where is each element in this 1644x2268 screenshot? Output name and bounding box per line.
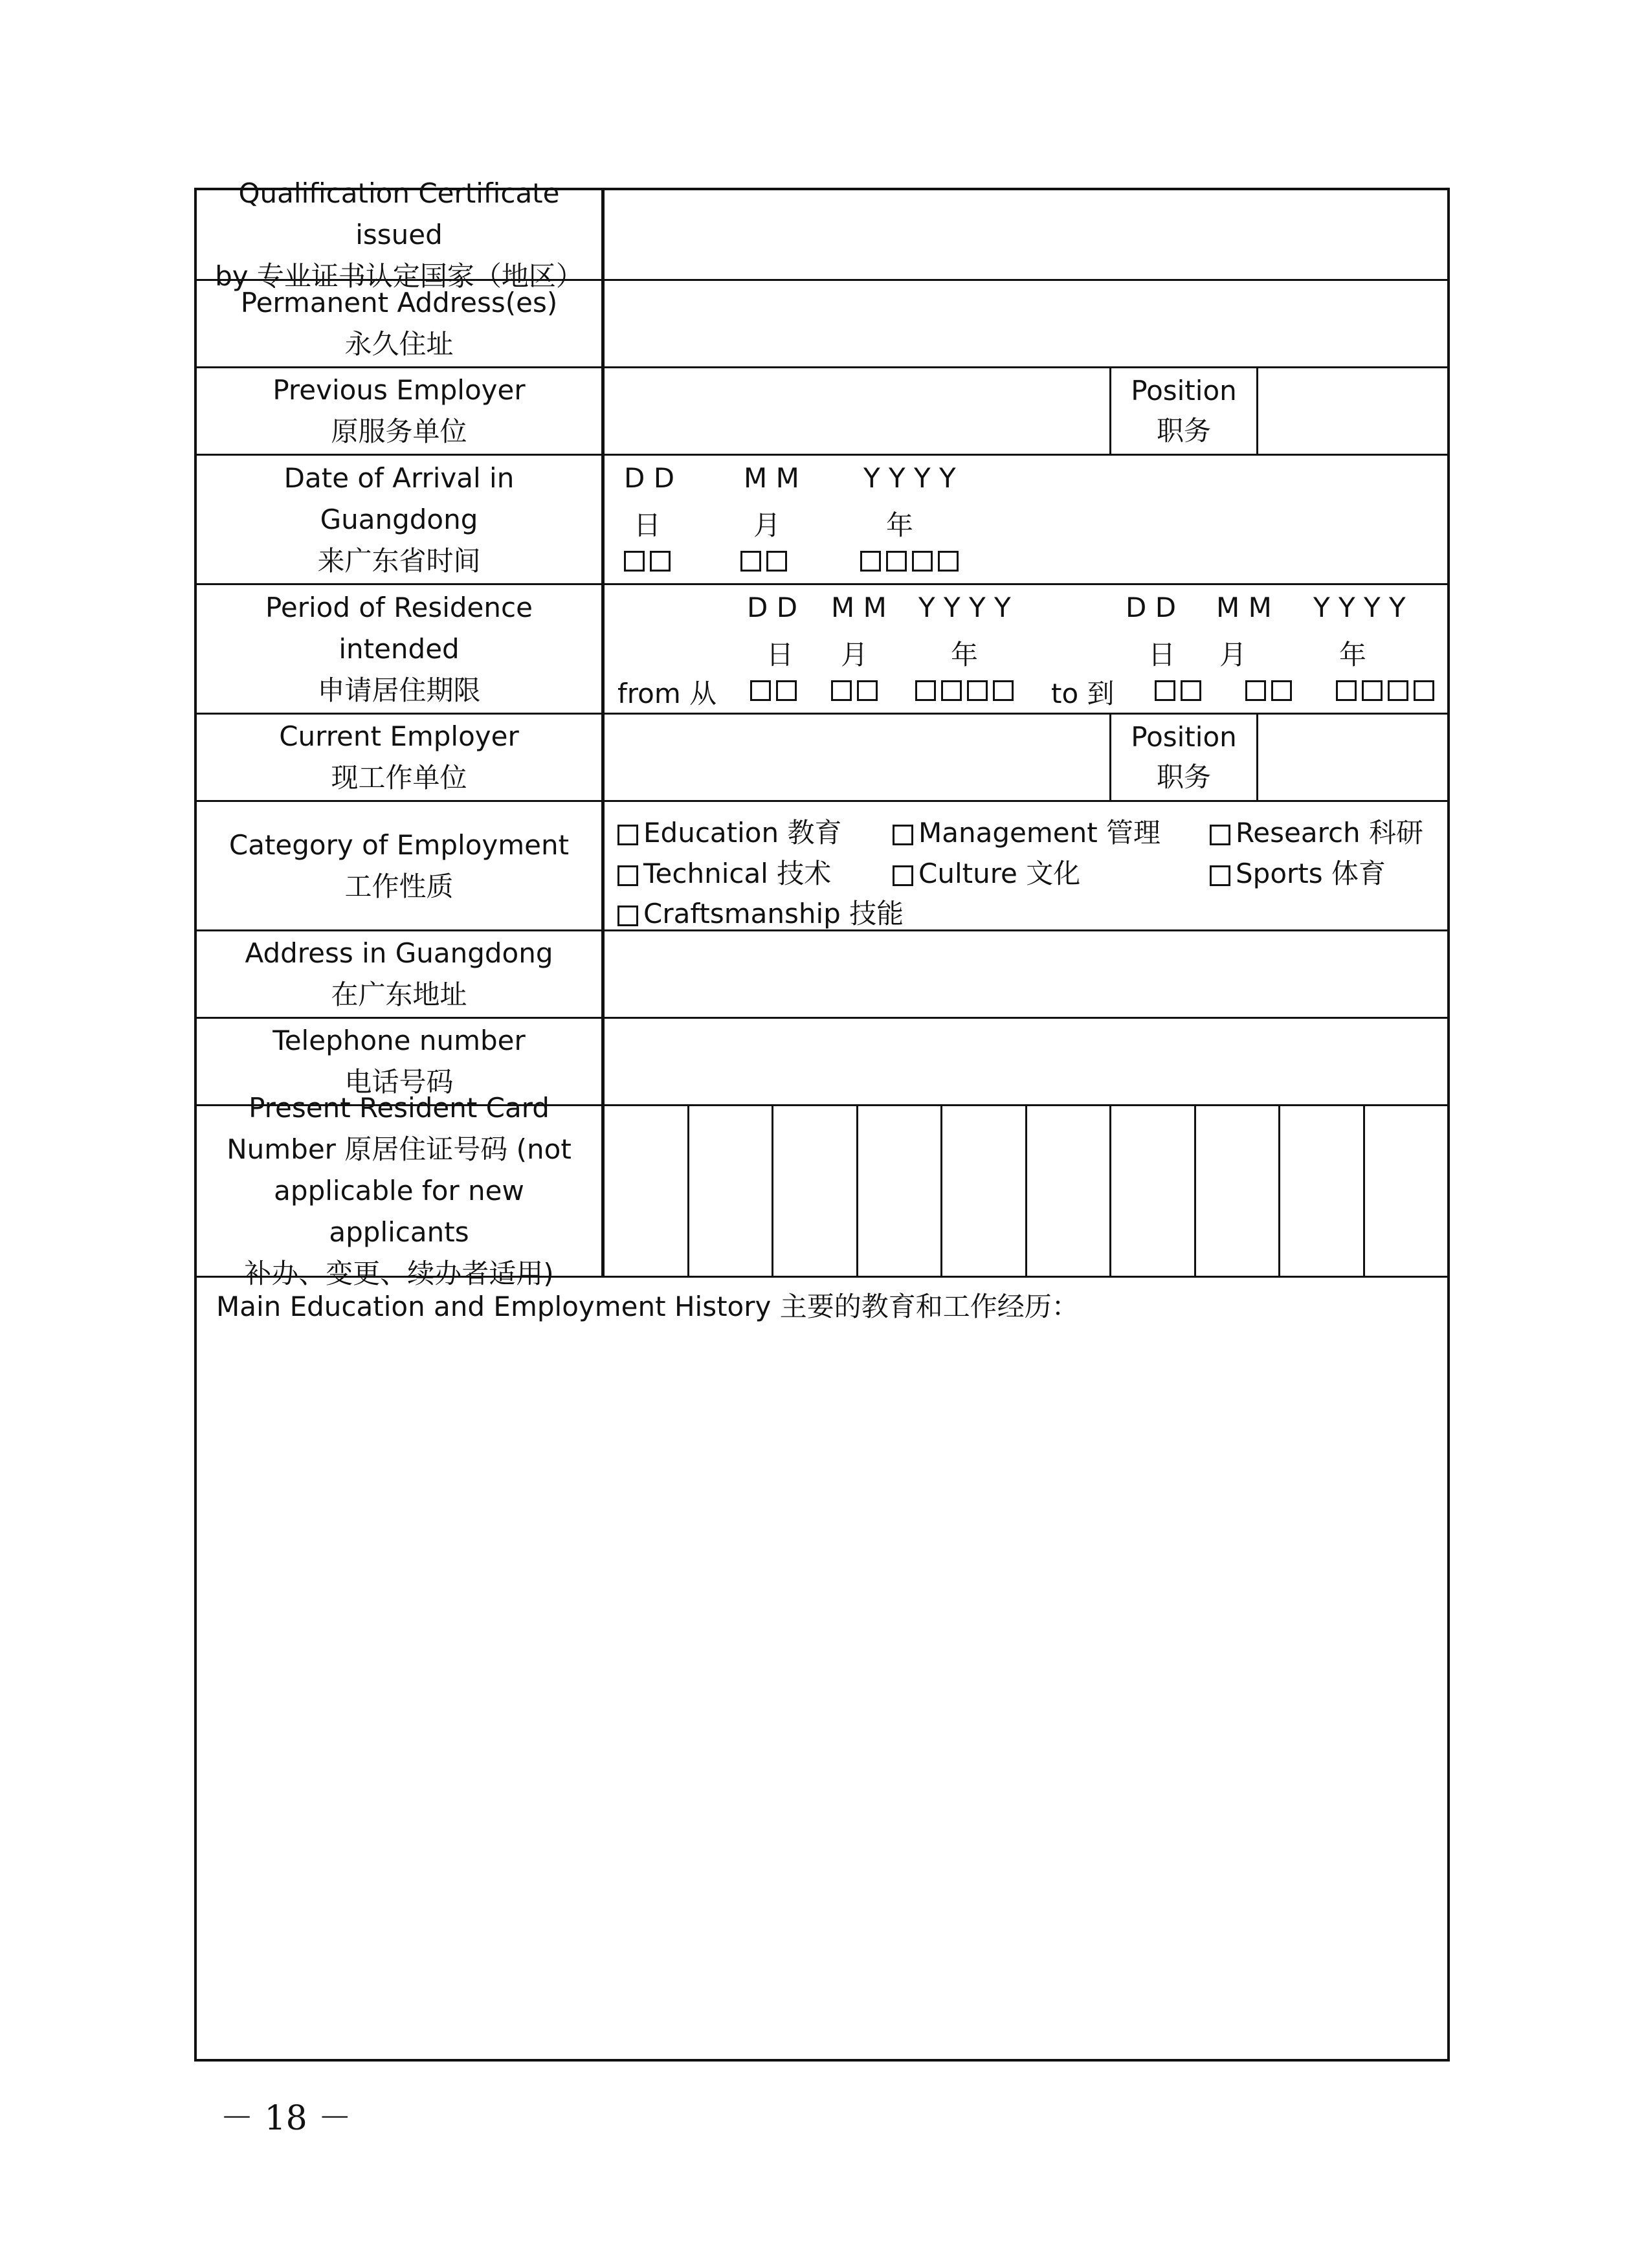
position-en: Position	[1131, 375, 1237, 406]
checkbox-icon	[1210, 825, 1230, 845]
label-cn: 电话号码	[344, 1066, 454, 1098]
to-day-boxes[interactable]	[1155, 673, 1206, 704]
checkbox-icon	[893, 825, 913, 845]
page-number: － 18 －	[220, 2099, 352, 2138]
option-management[interactable]: Management 管理	[893, 812, 1161, 850]
history-label: Main Education and Employment History 主要的教育和工作经历：	[216, 1291, 1079, 1322]
card-digit-cell[interactable]	[689, 1106, 774, 1276]
label-line: applicable for new applicants	[274, 1175, 524, 1248]
from-dd-label: D D	[747, 592, 798, 623]
option-sports[interactable]: Sports 体育	[1210, 852, 1386, 891]
from-month-boxes[interactable]	[831, 673, 883, 704]
telephone-field[interactable]	[605, 1019, 1447, 1104]
current-position-label	[1109, 715, 1258, 800]
application-form	[194, 177, 1450, 2062]
label-cn: 现工作单位	[331, 762, 467, 794]
to-month-label: 月	[1219, 639, 1247, 671]
label-permanent-address	[197, 281, 605, 366]
row-address-guangdong	[197, 931, 1447, 1019]
label-cn: 原服务单位	[331, 416, 467, 447]
checkbox-icon	[617, 865, 638, 886]
label-qualification	[197, 177, 605, 292]
resident-card-number-grid	[605, 1106, 1447, 1276]
row-current-employer	[197, 715, 1447, 802]
label-resident-card	[197, 1092, 605, 1289]
to-yyyy-label: Y Y Y Y	[1313, 592, 1406, 623]
day-label: 日	[634, 509, 661, 541]
mm-label: M M	[744, 462, 799, 494]
card-digit-cell[interactable]	[773, 1106, 858, 1276]
label-previous-employer	[197, 368, 605, 454]
label-en: Address in Guangdong	[245, 937, 553, 969]
row-previous-employer	[197, 368, 1447, 456]
label-en: Date of Arrival in Guangdong	[283, 461, 515, 535]
employment-category-field	[605, 802, 1447, 929]
card-digit-cell[interactable]	[1111, 1106, 1196, 1276]
label-en: Telephone number	[272, 1025, 526, 1056]
checkbox-icon	[617, 825, 638, 845]
position-cn: 职务	[1156, 761, 1211, 793]
arrival-month-boxes[interactable]	[740, 543, 792, 575]
label-line: Number 原居住证号码 (not	[227, 1133, 572, 1165]
arrival-date-field	[605, 456, 1447, 583]
current-employer-field[interactable]	[605, 715, 1098, 800]
from-day-boxes[interactable]	[750, 673, 802, 704]
option-technical[interactable]: Technical 技术	[617, 852, 831, 891]
from-year-boxes[interactable]	[915, 673, 1019, 704]
card-digit-cell[interactable]	[858, 1106, 943, 1276]
arrival-year-boxes[interactable]	[860, 543, 964, 575]
label-address-guangdong	[197, 931, 605, 1017]
label-cn: 工作性质	[344, 870, 454, 902]
option-craftsmanship[interactable]: Craftsmanship 技能	[617, 893, 904, 931]
residence-period-field	[605, 585, 1447, 713]
from-day-label: 日	[766, 639, 794, 671]
card-digit-cell[interactable]	[1280, 1106, 1365, 1276]
to-year-boxes[interactable]	[1336, 673, 1439, 704]
label-cn: 申请居住期限	[317, 674, 481, 706]
dd-label: D D	[624, 462, 675, 494]
card-digit-cell[interactable]	[605, 1106, 689, 1276]
position-cn: 职务	[1156, 415, 1211, 447]
label-en: Current Employer	[279, 720, 519, 752]
from-year-label: 年	[951, 639, 979, 671]
previous-position-field[interactable]	[1258, 368, 1447, 454]
from-label: from 从	[617, 678, 717, 709]
checkbox-icon	[893, 865, 913, 886]
label-cn: 永久住址	[344, 328, 454, 360]
to-mm-label: M M	[1216, 592, 1272, 623]
label-en: Category of Employment	[228, 828, 570, 861]
label-line: 补办、变更、续办者适用)	[244, 1258, 554, 1289]
month-label: 月	[753, 509, 781, 541]
row-history	[197, 1278, 1447, 2059]
to-dd-label: D D	[1126, 592, 1177, 623]
label-en: Qualification Certificate issued	[238, 177, 560, 250]
qualification-field[interactable]	[605, 190, 1447, 279]
label-cn: by 专业证书认定国家（地区）	[215, 260, 583, 292]
from-mm-label: M M	[831, 592, 887, 623]
checkbox-icon	[617, 906, 638, 926]
label-en: Permanent Address(es)	[240, 287, 558, 318]
label-cn: 在广东地址	[331, 979, 467, 1010]
row-employment-category	[197, 802, 1447, 931]
to-month-boxes[interactable]	[1245, 673, 1297, 704]
arrival-day-boxes[interactable]	[624, 543, 676, 575]
label-employment-category	[197, 802, 605, 929]
row-arrival-date	[197, 456, 1447, 585]
option-research[interactable]: Research 科研	[1210, 812, 1423, 850]
row-qualification	[197, 177, 1447, 292]
option-education[interactable]: Education 教育	[617, 812, 841, 850]
to-year-label: 年	[1339, 639, 1367, 671]
from-month-label: 月	[841, 639, 869, 671]
card-digit-cell[interactable]	[1365, 1106, 1448, 1276]
previous-employer-field[interactable]	[605, 368, 1098, 454]
to-day-label: 日	[1148, 639, 1176, 671]
history-field[interactable]	[197, 1329, 1447, 2059]
label-line: Present Resident Card	[249, 1092, 550, 1124]
current-position-field[interactable]	[1258, 715, 1447, 800]
address-guangdong-field[interactable]	[605, 931, 1447, 1017]
label-en: Previous Employer	[272, 374, 526, 406]
from-yyyy-label: Y Y Y Y	[918, 592, 1011, 623]
previous-position-label	[1109, 368, 1258, 454]
to-label: to 到	[1051, 678, 1115, 709]
row-residence-period	[197, 585, 1447, 715]
card-digit-cell[interactable]	[1196, 1106, 1281, 1276]
row-resident-card	[197, 1092, 1447, 1289]
card-digit-cell[interactable]	[942, 1106, 1027, 1276]
card-digit-cell[interactable]	[1027, 1106, 1112, 1276]
row-permanent-address	[197, 281, 1447, 368]
year-label: 年	[886, 509, 914, 541]
yyyy-label: Y Y Y Y	[863, 462, 956, 494]
permanent-address-field[interactable]	[605, 281, 1447, 366]
label-en: Period of Residence intended	[265, 591, 533, 665]
label-current-employer	[197, 715, 605, 800]
label-residence-period	[197, 585, 605, 713]
option-culture[interactable]: Culture 文化	[893, 852, 1080, 891]
position-en: Position	[1131, 721, 1237, 753]
label-arrival-date	[197, 456, 605, 583]
label-cn: 来广东省时间	[317, 544, 481, 577]
checkbox-icon	[1210, 865, 1230, 886]
